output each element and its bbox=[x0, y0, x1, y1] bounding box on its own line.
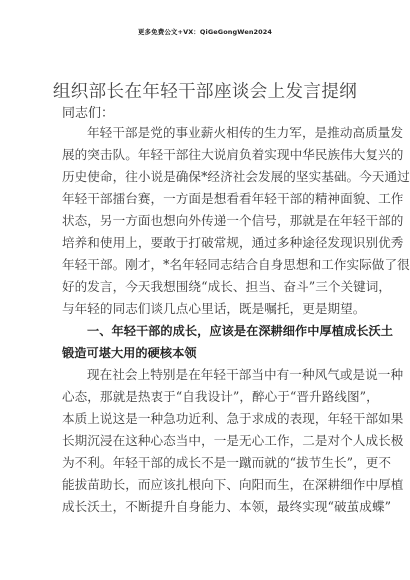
paragraph-line: 长期沉浸在这种心态当中，一是无心工作，二是对个人成长极 bbox=[62, 433, 404, 448]
paragraph-line: 心态，那就是热衷于“自我设计”，醉心于“晋升路线图”， bbox=[62, 389, 379, 404]
paragraph-line: 现在社会上特别是在年轻干部当中有一种风气或是说一种 bbox=[87, 367, 404, 382]
section-heading-continued: 锻造可堪大用的硬核本领 bbox=[62, 346, 197, 360]
paragraph-line: 为不利。年轻干部的成长不是一蹴而就的“拔节生长”，更不 bbox=[62, 455, 392, 470]
paragraph-line: 历史使命，往小说是确保*经济社会发展的坚实基础。今天通过 bbox=[62, 169, 410, 184]
paragraph-line: 成长沃土，不断提升自身能力、本领，最终实现“破茧成蝶” bbox=[62, 499, 392, 514]
document-title: 组织部长在年轻干部座谈会上发言提纲 bbox=[52, 82, 358, 102]
paragraph-line: 好的发言，今天我想围绕“成长、担当、奋斗”三个关键词， bbox=[62, 279, 392, 294]
paragraph-line: 状态，另一方面也想向外传递一个信号，那就是在年轻干部的 bbox=[62, 213, 404, 228]
paragraph-line: 年轻干部是党的事业薪火相传的生力军，是推动高质量发 bbox=[87, 125, 404, 140]
salutation: 同志们： bbox=[62, 106, 115, 121]
paragraph-line: 年轻干部。刚才，*名年轻同志结合自身思想和工作实际做了很 bbox=[62, 257, 410, 272]
paragraph-line: 能拔苗助长，而应该扎根向下、向阳而生，在深耕细作中厚植 bbox=[62, 477, 404, 492]
document-body bbox=[62, 122, 410, 518]
paragraph-line: 展的突击队。年轻干部往大说肩负着实现中华民族伟大复兴的 bbox=[62, 147, 404, 162]
paragraph-line: 本质上说这是一种急功近利、急于求成的表现，年轻干部如果 bbox=[62, 411, 404, 426]
page-header-contact: 更多免费公文+VX：QiGeGongWen2024 bbox=[137, 28, 273, 36]
section-heading: 一、年轻干部的成长，应该是在深耕细作中厚植成长沃土 bbox=[87, 324, 393, 338]
paragraph-line: 与年轻的同志们谈几点心里话，既是嘱托，更是期望。 bbox=[62, 301, 366, 316]
paragraph-line: 年轻干部擂台赛，一方面是想看看年轻干部的精神面貌、工作 bbox=[62, 191, 404, 206]
paragraph-line: 培养和使用上，要敢于打破常规，通过多种途径发现识别优秀 bbox=[62, 235, 404, 250]
